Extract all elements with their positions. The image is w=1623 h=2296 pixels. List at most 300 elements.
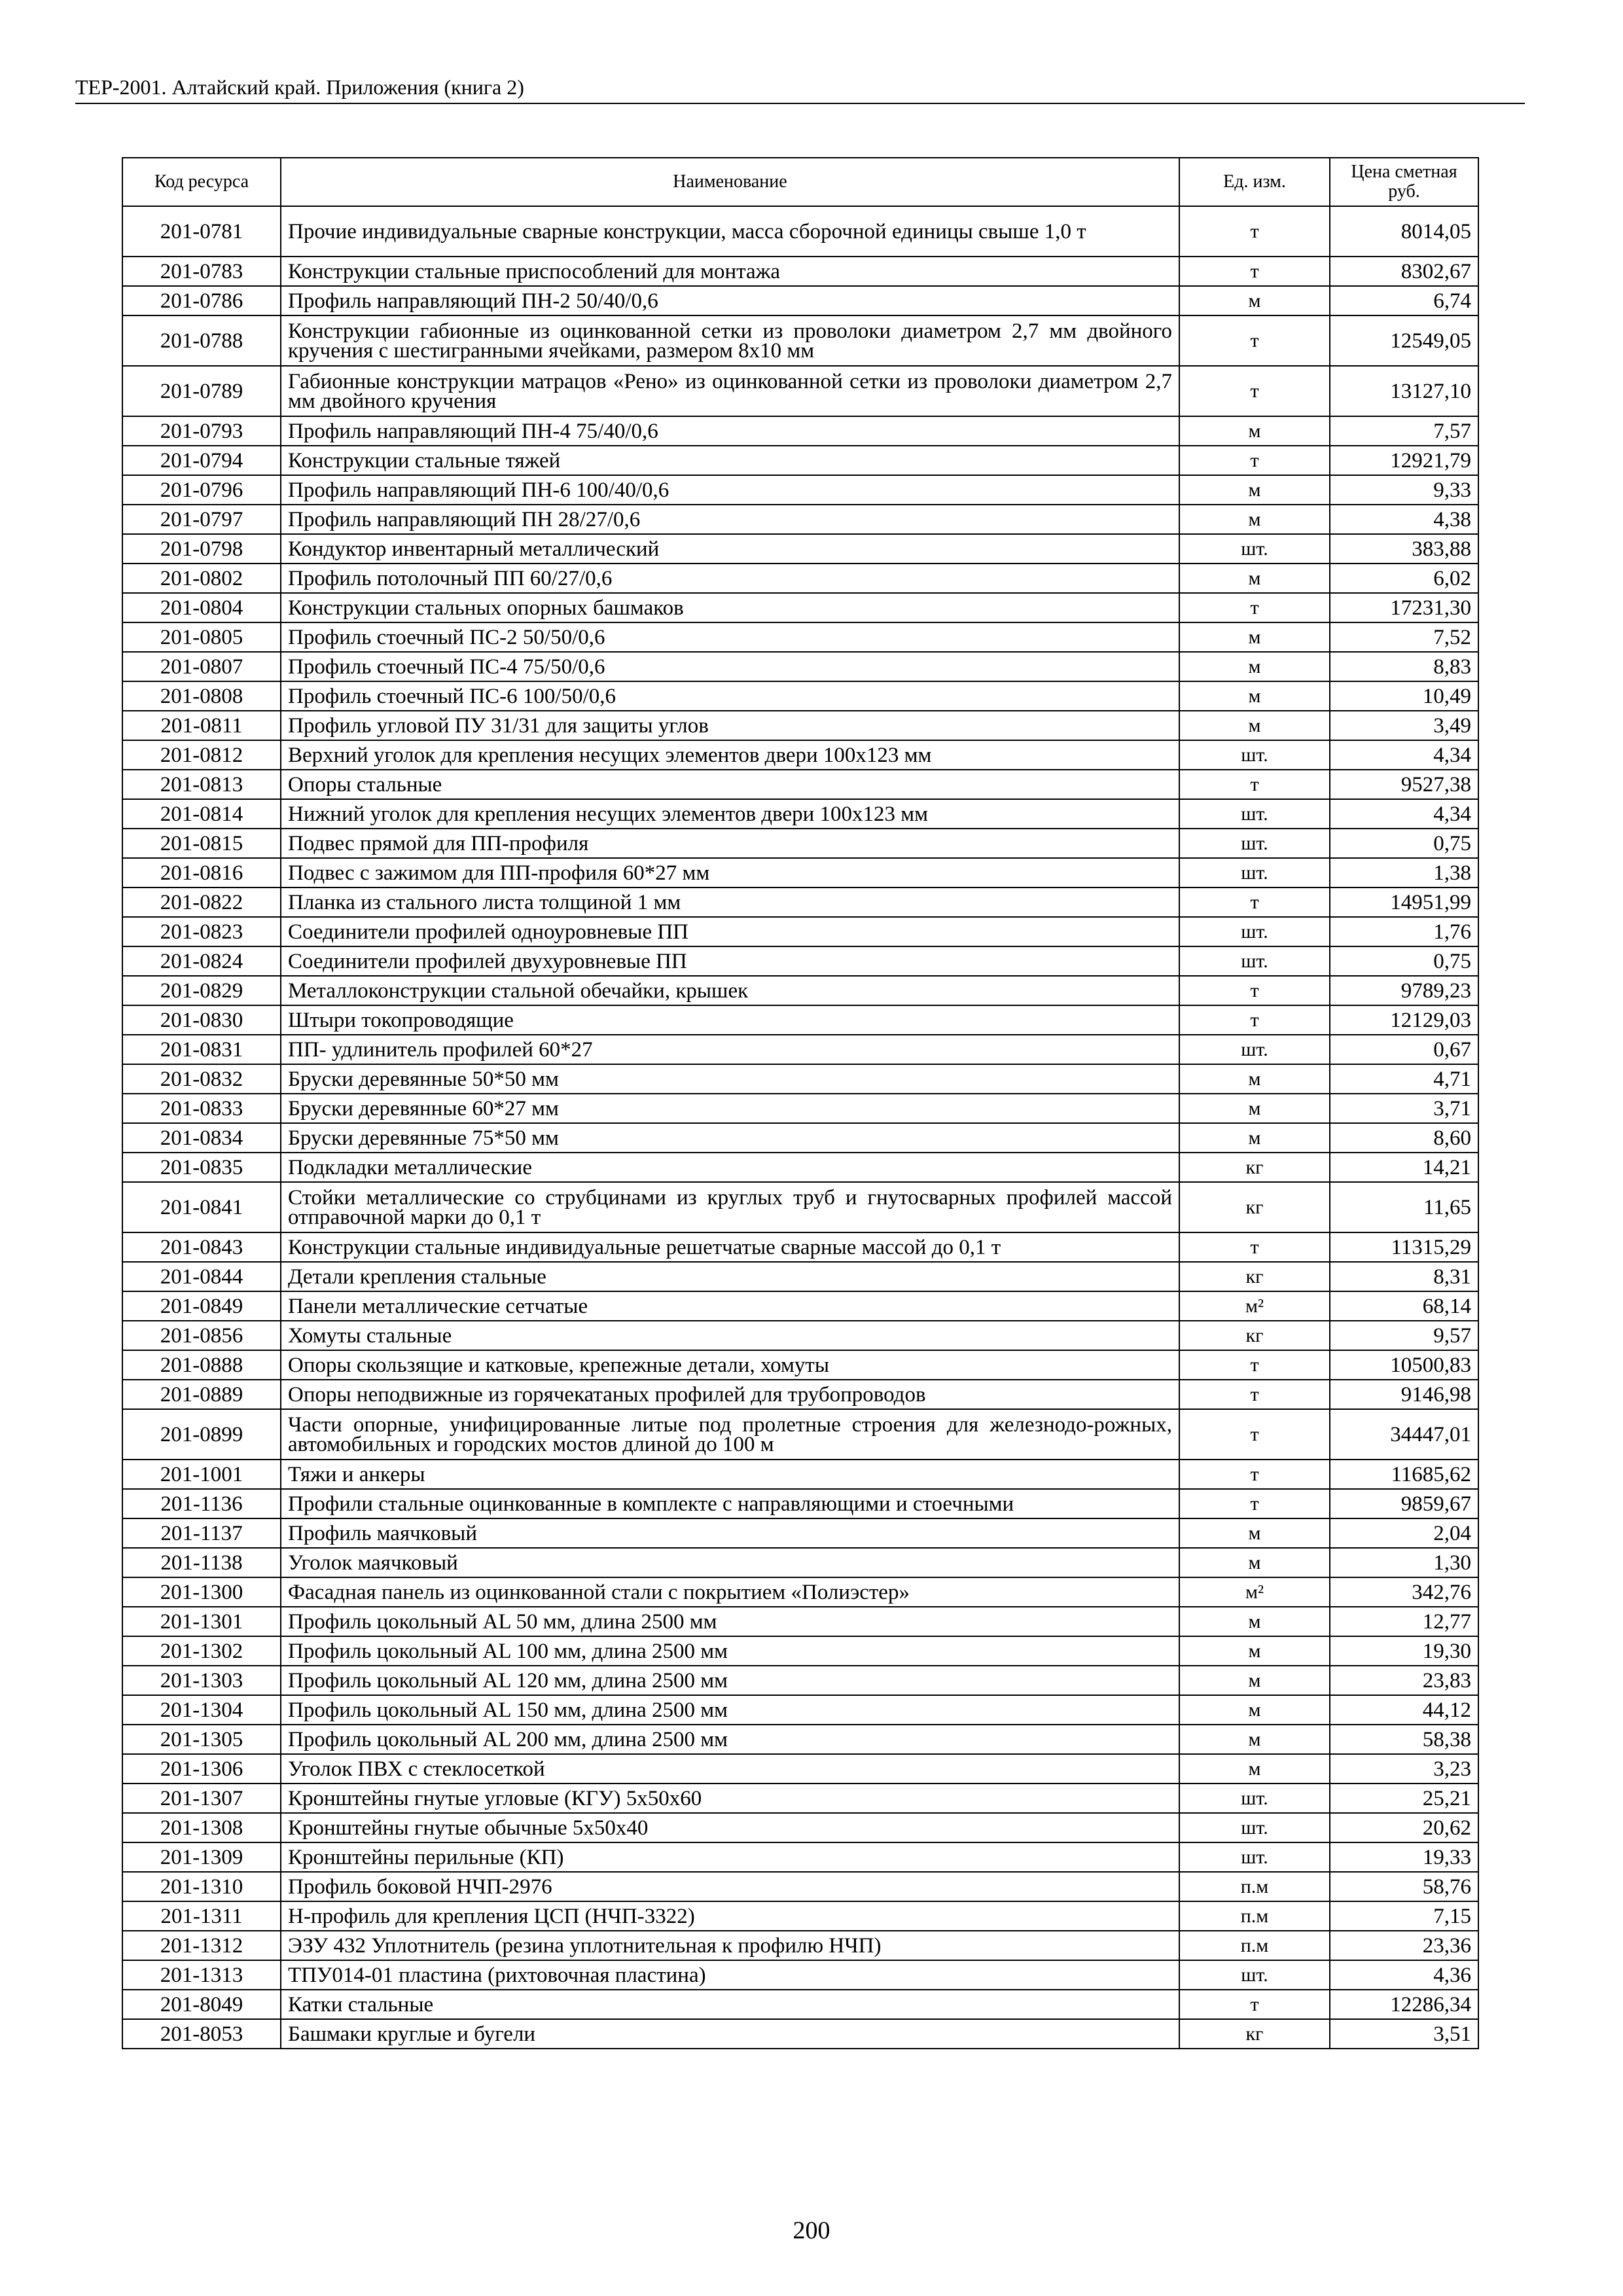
price-cell: 1,30 <box>1330 1548 1478 1577</box>
price-cell: 3,23 <box>1330 1754 1478 1784</box>
resource-code-cell: 201-1137 <box>122 1518 281 1548</box>
resource-name-cell: Панели металлические сетчатые <box>281 1291 1179 1321</box>
unit-cell: м <box>1179 1548 1330 1577</box>
price-cell: 58,38 <box>1330 1725 1478 1754</box>
unit-cell: шт. <box>1179 1960 1330 1990</box>
unit-cell: кг <box>1179 1262 1330 1291</box>
table-row <box>122 1182 1478 1232</box>
resource-name-cell: Н-профиль для крепления ЦСП (НЧП-3322) <box>281 1901 1179 1931</box>
price-cell: 3,49 <box>1330 711 1478 740</box>
resource-name-cell: Профиль стоечный ПС-2 50/50/0,6 <box>281 622 1179 652</box>
resource-code-cell: 201-1301 <box>122 1607 281 1636</box>
resource-name-cell: Кронштейны перильные (КП) <box>281 1842 1179 1872</box>
price-cell: 10500,83 <box>1330 1350 1478 1380</box>
resource-name-cell: Конструкции стальных опорных башмаков <box>281 593 1179 622</box>
unit-cell: м <box>1179 1725 1330 1754</box>
unit-cell: м <box>1179 1607 1330 1636</box>
resource-code-cell: 201-0807 <box>122 652 281 681</box>
price-cell: 11685,62 <box>1330 1460 1478 1489</box>
resource-code-cell: 201-0856 <box>122 1321 281 1350</box>
resource-name-cell: Профиль направляющий ПН-6 100/40/0,6 <box>281 475 1179 505</box>
unit-cell: шт. <box>1179 946 1330 976</box>
resource-code-cell: 201-0823 <box>122 917 281 946</box>
resource-name-cell: Подвес прямой для ПП-профиля <box>281 829 1179 858</box>
table-row <box>122 1489 1478 1518</box>
resource-name-cell: Фасадная панель из оцинкованной стали с покрытием «Полиэстер» <box>281 1577 1179 1607</box>
unit-cell: м <box>1179 416 1330 446</box>
resource-name-cell: Профиль цокольный AL 200 мм, длина 2500 мм <box>281 1725 1179 1754</box>
table-row <box>122 593 1478 622</box>
price-cell: 23,36 <box>1330 1931 1478 1960</box>
price-cell: 68,14 <box>1330 1291 1478 1321</box>
resource-name-cell: Профиль потолочный ПП 60/27/0,6 <box>281 564 1179 593</box>
price-cell: 11,65 <box>1330 1182 1478 1232</box>
resource-code-cell: 201-0849 <box>122 1291 281 1321</box>
resource-name-cell: Соединители профилей одноуровневые ПП <box>281 917 1179 946</box>
unit-cell: м <box>1179 1695 1330 1725</box>
resource-code-cell: 201-1311 <box>122 1901 281 1931</box>
resource-code-cell: 201-0786 <box>122 286 281 315</box>
resource-name-cell: Кронштейны гнутые обычные 5x50x40 <box>281 1813 1179 1842</box>
table-row <box>122 622 1478 652</box>
unit-cell: м² <box>1179 1577 1330 1607</box>
table-row <box>122 1577 1478 1607</box>
resource-code-cell: 201-0888 <box>122 1350 281 1380</box>
page-number: 200 <box>793 2217 830 2244</box>
unit-cell: т <box>1179 366 1330 416</box>
resource-code-cell: 201-0798 <box>122 534 281 564</box>
table-row <box>122 1518 1478 1548</box>
unit-cell: т <box>1179 976 1330 1005</box>
resource-code-cell: 201-1303 <box>122 1666 281 1695</box>
table-row <box>122 888 1478 917</box>
unit-cell: т <box>1179 446 1330 475</box>
price-cell: 12286,34 <box>1330 1990 1478 2019</box>
resource-code-cell: 201-0831 <box>122 1035 281 1064</box>
price-cell: 9859,67 <box>1330 1489 1478 1518</box>
unit-cell: шт. <box>1179 740 1330 770</box>
column-header-name: Наименование <box>281 158 1179 206</box>
table-row <box>122 475 1478 505</box>
price-cell: 4,71 <box>1330 1064 1478 1094</box>
unit-cell: м <box>1179 1636 1330 1666</box>
price-cell: 13127,10 <box>1330 366 1478 416</box>
table-row <box>122 416 1478 446</box>
table-row <box>122 534 1478 564</box>
unit-cell: шт. <box>1179 858 1330 888</box>
unit-cell: м <box>1179 681 1330 711</box>
resource-code-cell: 201-0804 <box>122 593 281 622</box>
resource-name-cell: Соединители профилей двухуровневые ПП <box>281 946 1179 976</box>
resource-name-cell: Профиль цокольный AL 100 мм, длина 2500 мм <box>281 1636 1179 1666</box>
resource-code-cell: 201-0824 <box>122 946 281 976</box>
table-row <box>122 1725 1478 1754</box>
resource-code-cell: 201-1136 <box>122 1489 281 1518</box>
price-cell: 12,77 <box>1330 1607 1478 1636</box>
table-row <box>122 1695 1478 1725</box>
resource-name-cell: Штыри токопроводящие <box>281 1005 1179 1035</box>
resource-code-cell: 201-1306 <box>122 1754 281 1784</box>
table-row <box>122 917 1478 946</box>
unit-cell: кг <box>1179 1182 1330 1232</box>
resource-code-cell: 201-1001 <box>122 1460 281 1489</box>
price-cell: 9,57 <box>1330 1321 1478 1350</box>
price-cell: 9789,23 <box>1330 976 1478 1005</box>
page-header <box>75 74 1525 104</box>
resource-code-cell: 201-1305 <box>122 1725 281 1754</box>
unit-cell: шт. <box>1179 1035 1330 1064</box>
resource-name-cell: Планка из стального листа толщиной 1 мм <box>281 888 1179 917</box>
resource-name-cell: Профиль направляющий ПН 28/27/0,6 <box>281 505 1179 534</box>
resource-code-cell: 201-1310 <box>122 1872 281 1901</box>
resource-code-cell: 201-1308 <box>122 1813 281 1842</box>
price-cell: 7,52 <box>1330 622 1478 652</box>
resource-name-cell: Профиль стоечный ПС-4 75/50/0,6 <box>281 652 1179 681</box>
price-cell: 4,34 <box>1330 740 1478 770</box>
table-row <box>122 286 1478 315</box>
resource-code-cell: 201-8049 <box>122 1990 281 2019</box>
unit-cell: т <box>1179 257 1330 286</box>
resource-code-cell: 201-0797 <box>122 505 281 534</box>
resource-code-cell: 201-0833 <box>122 1094 281 1123</box>
unit-cell: шт. <box>1179 1784 1330 1813</box>
resource-name-cell: Конструкции габионные из оцинкованной сетки из проволоки диаметром 2,7 мм двойного кручения с шестигранными ячейками, размером 8x10 мм <box>281 315 1179 366</box>
price-cell: 4,36 <box>1330 1960 1478 1990</box>
resource-code-cell: 201-0814 <box>122 799 281 829</box>
unit-cell: т <box>1179 1990 1330 2019</box>
resource-name-cell: Верхний уголок для крепления несущих элементов двери 100x123 мм <box>281 740 1179 770</box>
unit-cell: т <box>1179 1350 1330 1380</box>
unit-cell: т <box>1179 315 1330 366</box>
price-cell: 7,15 <box>1330 1901 1478 1931</box>
resource-code-cell: 201-0789 <box>122 366 281 416</box>
resource-code-cell: 201-0813 <box>122 770 281 799</box>
unit-cell: м <box>1179 505 1330 534</box>
resource-code-cell: 201-0783 <box>122 257 281 286</box>
resource-name-cell: Тяжи и анкеры <box>281 1460 1179 1489</box>
table-row <box>122 564 1478 593</box>
table-row <box>122 1636 1478 1666</box>
resource-code-cell: 201-8053 <box>122 2019 281 2049</box>
column-header-unit: Ед. изм. <box>1179 158 1330 206</box>
resource-code-cell: 201-0889 <box>122 1380 281 1409</box>
price-cell: 3,71 <box>1330 1094 1478 1123</box>
table-header <box>122 158 1478 206</box>
price-cell: 19,33 <box>1330 1842 1478 1872</box>
price-cell: 12921,79 <box>1330 446 1478 475</box>
price-cell: 14951,99 <box>1330 888 1478 917</box>
table-row <box>122 652 1478 681</box>
unit-cell: п.м <box>1179 1931 1330 1960</box>
unit-cell: т <box>1179 770 1330 799</box>
unit-cell: м <box>1179 1064 1330 1094</box>
table-row <box>122 257 1478 286</box>
resource-name-cell: Профиль цокольный AL 150 мм, длина 2500 мм <box>281 1695 1179 1725</box>
unit-cell: шт. <box>1179 799 1330 829</box>
price-cell: 9527,38 <box>1330 770 1478 799</box>
price-cell: 0,67 <box>1330 1035 1478 1064</box>
unit-cell: т <box>1179 1232 1330 1262</box>
resource-name-cell: ТПУ014-01 пластина (рихтовочная пластина) <box>281 1960 1179 1990</box>
table-row <box>122 1607 1478 1636</box>
table-row <box>122 1350 1478 1380</box>
unit-cell: м <box>1179 1518 1330 1548</box>
resource-name-cell: Уголок ПВХ с стеклосеткой <box>281 1754 1179 1784</box>
resource-name-cell: Конструкции стальные приспособлений для монтажа <box>281 257 1179 286</box>
resource-code-cell: 201-0843 <box>122 1232 281 1262</box>
unit-cell: шт. <box>1179 1842 1330 1872</box>
unit-cell: т <box>1179 888 1330 917</box>
resource-code-cell: 201-0805 <box>122 622 281 652</box>
resource-code-cell: 201-0841 <box>122 1182 281 1232</box>
resource-name-cell: Части опорные, унифицированные литые под пролетные строения для железнодо-рожных, автомобильных и городских мостов длиной до 100 м <box>281 1409 1179 1460</box>
unit-cell: шт. <box>1179 829 1330 858</box>
unit-cell: п.м <box>1179 1872 1330 1901</box>
unit-cell: п.м <box>1179 1901 1330 1931</box>
table-row <box>122 1990 1478 2019</box>
resource-code-cell: 201-0834 <box>122 1123 281 1153</box>
resource-code-cell: 201-1313 <box>122 1960 281 1990</box>
resource-name-cell: Опоры стальные <box>281 770 1179 799</box>
table-row <box>122 1380 1478 1409</box>
price-cell: 20,62 <box>1330 1813 1478 1842</box>
table-row <box>122 1005 1478 1035</box>
unit-cell: м <box>1179 711 1330 740</box>
unit-cell: т <box>1179 1460 1330 1489</box>
resource-code-cell: 201-0811 <box>122 711 281 740</box>
unit-cell: кг <box>1179 2019 1330 2049</box>
table-row <box>122 1409 1478 1460</box>
price-cell: 8302,67 <box>1330 257 1478 286</box>
unit-cell: м <box>1179 622 1330 652</box>
table-row <box>122 1666 1478 1695</box>
table-row <box>122 1872 1478 1901</box>
resource-name-cell: Конструкции стальные тяжей <box>281 446 1179 475</box>
resource-name-cell: ПП- удлинитель профилей 60*27 <box>281 1035 1179 1064</box>
unit-cell: м <box>1179 1754 1330 1784</box>
resource-name-cell: Кондуктор инвентарный металлический <box>281 534 1179 564</box>
resource-code-cell: 201-1307 <box>122 1784 281 1813</box>
table-row <box>122 976 1478 1005</box>
resource-code-cell: 201-1312 <box>122 1931 281 1960</box>
column-header-code: Код ресурса <box>122 158 281 206</box>
table-row <box>122 206 1478 257</box>
resource-code-cell: 201-0899 <box>122 1409 281 1460</box>
resource-code-cell: 201-0781 <box>122 206 281 257</box>
resource-code-cell: 201-1304 <box>122 1695 281 1725</box>
resource-name-cell: Конструкции стальные индивидуальные решетчатые сварные массой до 0,1 т <box>281 1232 1179 1262</box>
table-row <box>122 505 1478 534</box>
resource-code-cell: 201-0802 <box>122 564 281 593</box>
table-row <box>122 1813 1478 1842</box>
price-cell: 23,83 <box>1330 1666 1478 1695</box>
resource-name-cell: Профиль направляющий ПН-4 75/40/0,6 <box>281 416 1179 446</box>
resource-code-cell: 201-1302 <box>122 1636 281 1666</box>
unit-cell: т <box>1179 1409 1330 1460</box>
resource-name-cell: Катки стальные <box>281 1990 1179 2019</box>
table-row <box>122 711 1478 740</box>
resource-code-cell: 201-1309 <box>122 1842 281 1872</box>
resource-name-cell: Профиль боковой НЧП-2976 <box>281 1872 1179 1901</box>
price-cell: 10,49 <box>1330 681 1478 711</box>
resource-code-cell: 201-0796 <box>122 475 281 505</box>
price-cell: 1,76 <box>1330 917 1478 946</box>
table-row <box>122 946 1478 976</box>
table-row <box>122 740 1478 770</box>
resource-name-cell: Профиль направляющий ПН-2 50/40/0,6 <box>281 286 1179 315</box>
resource-name-cell: Габионные конструкции матрацов «Рено» из оцинкованной сетки из проволоки диаметром 2,7 мм двойного кручения <box>281 366 1179 416</box>
price-cell: 14,21 <box>1330 1153 1478 1182</box>
price-cell: 383,88 <box>1330 534 1478 564</box>
table-row <box>122 1123 1478 1153</box>
resource-name-cell: Хомуты стальные <box>281 1321 1179 1350</box>
resource-name-cell: Профиль цокольный AL 120 мм, длина 2500 мм <box>281 1666 1179 1695</box>
resource-code-cell: 201-0844 <box>122 1262 281 1291</box>
unit-cell: м <box>1179 475 1330 505</box>
table-row <box>122 1035 1478 1064</box>
unit-cell: м <box>1179 1666 1330 1695</box>
price-cell: 25,21 <box>1330 1784 1478 1813</box>
unit-cell: т <box>1179 1380 1330 1409</box>
resource-code-cell: 201-0830 <box>122 1005 281 1035</box>
unit-cell: т <box>1179 1005 1330 1035</box>
resource-code-cell: 201-0829 <box>122 976 281 1005</box>
table-row <box>122 1754 1478 1784</box>
table-row <box>122 770 1478 799</box>
resource-name-cell: Профиль стоечный ПС-6 100/50/0,6 <box>281 681 1179 711</box>
price-cell: 12549,05 <box>1330 315 1478 366</box>
table-row <box>122 1548 1478 1577</box>
unit-cell: м <box>1179 652 1330 681</box>
price-cell: 6,02 <box>1330 564 1478 593</box>
price-cell: 2,04 <box>1330 1518 1478 1548</box>
resource-code-cell: 201-0822 <box>122 888 281 917</box>
table-row <box>122 858 1478 888</box>
resource-name-cell: Профиль маячковый <box>281 1518 1179 1548</box>
price-cell: 0,75 <box>1330 946 1478 976</box>
resource-code-cell: 201-0815 <box>122 829 281 858</box>
resource-code-cell: 201-0808 <box>122 681 281 711</box>
table-row <box>122 1960 1478 1990</box>
unit-cell: кг <box>1179 1153 1330 1182</box>
table-row <box>122 1460 1478 1489</box>
column-header-price: Цена сметная руб. <box>1330 158 1478 206</box>
unit-cell: шт. <box>1179 917 1330 946</box>
table-row <box>122 1321 1478 1350</box>
unit-cell: м² <box>1179 1291 1330 1321</box>
table-row <box>122 829 1478 858</box>
table-row <box>122 1232 1478 1262</box>
resource-name-cell: Нижний уголок для крепления несущих элементов двери 100x123 мм <box>281 799 1179 829</box>
price-cell: 8,83 <box>1330 652 1478 681</box>
table-row <box>122 366 1478 416</box>
price-cell: 7,57 <box>1330 416 1478 446</box>
price-cell: 11315,29 <box>1330 1232 1478 1262</box>
price-cell: 34447,01 <box>1330 1409 1478 1460</box>
unit-cell: т <box>1179 206 1330 257</box>
resource-code-cell: 201-0816 <box>122 858 281 888</box>
unit-cell: т <box>1179 1489 1330 1518</box>
resource-name-cell: Профиль угловой ПУ 31/31 для защиты углов <box>281 711 1179 740</box>
price-cell: 4,34 <box>1330 799 1478 829</box>
resource-name-cell: Уголок маячковый <box>281 1548 1179 1577</box>
resource-name-cell: Башмаки круглые и бугели <box>281 2019 1179 2049</box>
resource-name-cell: Профиль цокольный AL 50 мм, длина 2500 мм <box>281 1607 1179 1636</box>
price-cell: 342,76 <box>1330 1577 1478 1607</box>
table-row <box>122 681 1478 711</box>
resource-name-cell: Металлоконструкции стальной обечайки, крышек <box>281 976 1179 1005</box>
table-row <box>122 315 1478 366</box>
resource-name-cell: Детали крепления стальные <box>281 1262 1179 1291</box>
unit-cell: м <box>1179 286 1330 315</box>
resource-code-cell: 201-0788 <box>122 315 281 366</box>
unit-cell: шт. <box>1179 1813 1330 1842</box>
table-row <box>122 1291 1478 1321</box>
resource-name-cell: ЭЗУ 432 Уплотнитель (резина уплотнительная к профилю НЧП) <box>281 1931 1179 1960</box>
table-row <box>122 1262 1478 1291</box>
resource-name-cell: Бруски деревянные 60*27 мм <box>281 1094 1179 1123</box>
unit-cell: м <box>1179 1094 1330 1123</box>
price-cell: 3,51 <box>1330 2019 1478 2049</box>
price-cell: 44,12 <box>1330 1695 1478 1725</box>
table-row <box>122 1901 1478 1931</box>
table-row <box>122 2019 1478 2049</box>
price-cell: 17231,30 <box>1330 593 1478 622</box>
table-row <box>122 1842 1478 1872</box>
unit-cell: кг <box>1179 1321 1330 1350</box>
unit-cell: т <box>1179 593 1330 622</box>
resource-code-cell: 201-0835 <box>122 1153 281 1182</box>
resource-name-cell: Подвес с зажимом для ПП-профиля 60*27 мм <box>281 858 1179 888</box>
resource-code-cell: 201-0793 <box>122 416 281 446</box>
resource-code-cell: 201-1300 <box>122 1577 281 1607</box>
price-cell: 12129,03 <box>1330 1005 1478 1035</box>
resource-name-cell: Прочие индивидуальные сварные конструкции, масса сборочной единицы свыше 1,0 т <box>281 206 1179 257</box>
table-row <box>122 1784 1478 1813</box>
table-body <box>122 206 1478 2049</box>
table-row <box>122 1153 1478 1182</box>
price-cell: 6,74 <box>1330 286 1478 315</box>
price-cell: 58,76 <box>1330 1872 1478 1901</box>
resource-name-cell: Бруски деревянные 50*50 мм <box>281 1064 1179 1094</box>
resource-code-cell: 201-0812 <box>122 740 281 770</box>
unit-cell: м <box>1179 564 1330 593</box>
price-cell: 8,31 <box>1330 1262 1478 1291</box>
price-cell: 1,38 <box>1330 858 1478 888</box>
resource-name-cell: Опоры неподвижные из горячекатаных профилей для трубопроводов <box>281 1380 1179 1409</box>
price-cell: 8014,05 <box>1330 206 1478 257</box>
unit-cell: м <box>1179 1123 1330 1153</box>
table-row <box>122 799 1478 829</box>
resource-name-cell: Профили стальные оцинкованные в комплекте с направляющими и стоечными <box>281 1489 1179 1518</box>
resource-name-cell: Подкладки металлические <box>281 1153 1179 1182</box>
resource-name-cell: Бруски деревянные 75*50 мм <box>281 1123 1179 1153</box>
table-row <box>122 1931 1478 1960</box>
resource-name-cell: Опоры скользящие и катковые, крепежные детали, хомуты <box>281 1350 1179 1380</box>
price-cell: 9,33 <box>1330 475 1478 505</box>
resource-price-table <box>122 157 1479 2049</box>
price-cell: 4,38 <box>1330 505 1478 534</box>
document-title: ТЕР-2001. Алтайский край. Приложения (книга 2) <box>75 75 524 99</box>
resource-code-cell: 201-0794 <box>122 446 281 475</box>
resource-code-cell: 201-0832 <box>122 1064 281 1094</box>
unit-cell: шт. <box>1179 534 1330 564</box>
table-row <box>122 446 1478 475</box>
price-cell: 19,30 <box>1330 1636 1478 1666</box>
price-cell: 0,75 <box>1330 829 1478 858</box>
price-cell: 9146,98 <box>1330 1380 1478 1409</box>
table-row <box>122 1064 1478 1094</box>
